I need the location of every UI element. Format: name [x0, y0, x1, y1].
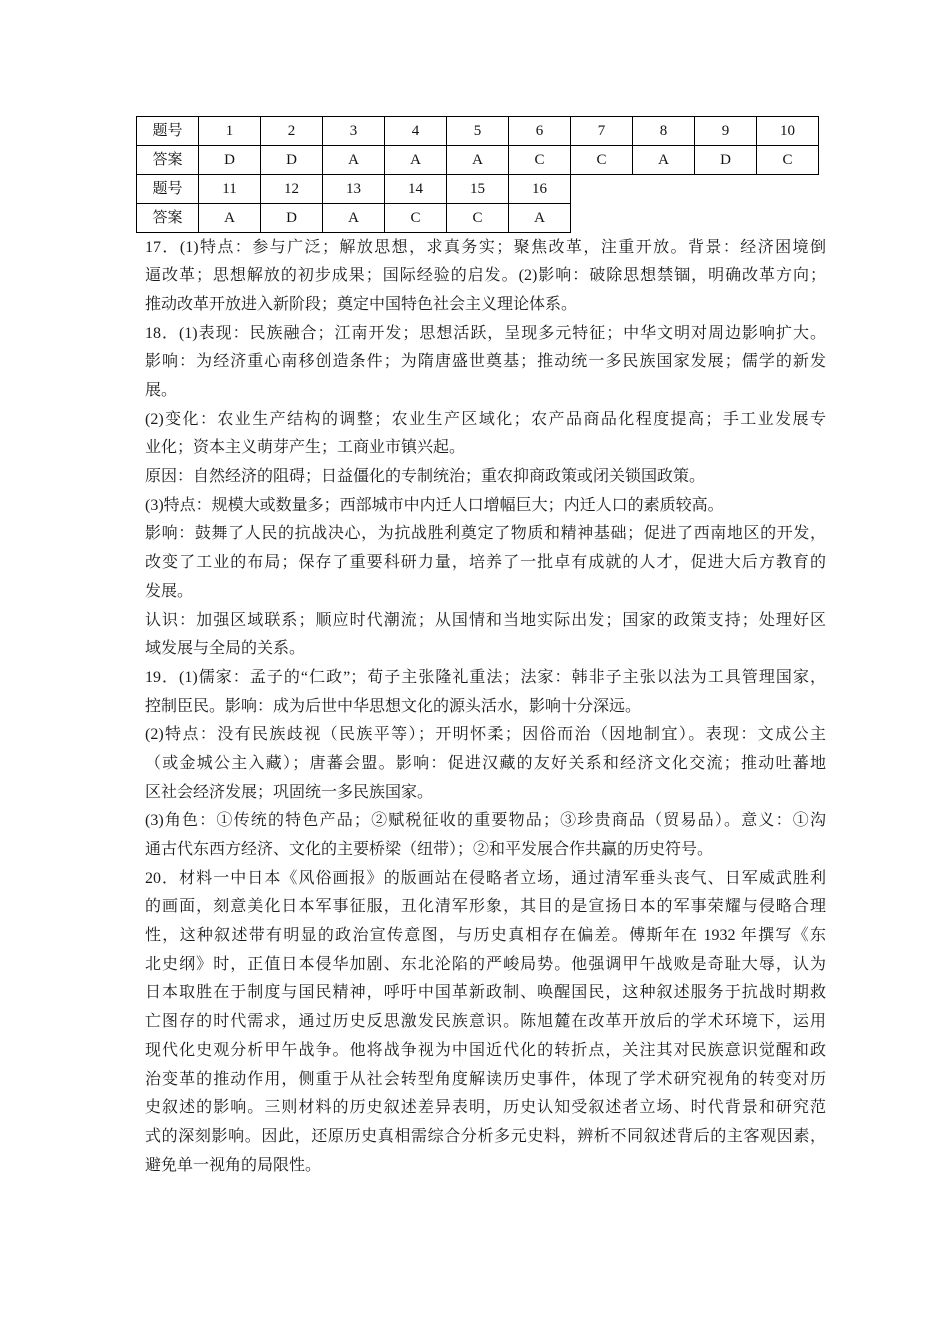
answer-cell: A [509, 204, 571, 233]
answer-cell: A [323, 204, 385, 233]
answer-line: 19．(1)儒家：孟子的“仁政”；荀子主张隆礼重法；法家：韩非子主张以法为工具管理国家， [145, 668, 826, 686]
answer-cell: A [447, 146, 509, 175]
answer-cell: A [633, 146, 695, 175]
answer-key-table [136, 116, 819, 233]
answer-18-1 [145, 320, 826, 406]
answer-line: 控制臣民。影响：成为后世中华思想文化的源头活水，影响十分深远。 [145, 697, 642, 715]
question-number-row [137, 117, 819, 146]
row-label: 题号 [137, 175, 199, 204]
answer-line: 现代化史观分析甲午战争。他将战争视为中国近代化的转折点，关注其对民族意识觉醒和政 [145, 1041, 826, 1059]
answer-line: 展。 [145, 382, 178, 400]
answer-18-2-reason [145, 463, 826, 492]
answer-text [145, 234, 826, 1181]
answer-line: 通古代东西方经济、文化的主要桥梁（纽带）；②和平发展合作共赢的历史符号。 [145, 841, 714, 859]
row-label: 题号 [137, 117, 199, 146]
answer-row [137, 146, 819, 175]
question-number-cell: 16 [509, 175, 571, 204]
answer-line: 区社会经济发展；巩固统一多民族国家。 [145, 783, 434, 801]
answer-cell: C [447, 204, 509, 233]
answer-17 [145, 234, 826, 320]
answer-18-3-insight [145, 607, 826, 664]
answer-cell: A [323, 146, 385, 175]
question-number-cell: 3 [323, 117, 385, 146]
question-number-cell: 11 [199, 175, 261, 204]
question-number-cell: 7 [571, 117, 633, 146]
answer-cell: C [571, 146, 633, 175]
answer-line: 推动改革开放进入新阶段；奠定中国特色社会主义理论体系。 [145, 295, 578, 313]
answer-line: 日本取胜在于制度与国民精神，呼吁中国革新政制、唤醒国民，这种叙述服务于抗战时期救 [145, 984, 826, 1002]
answer-line: 认识：加强区域联系；顺应时代潮流；从国情和当地实际出发；国家的政策支持；处理好区 [145, 611, 826, 629]
question-number-cell: 5 [447, 117, 509, 146]
answer-line: 改变了工业的布局；保存了重要科研力量，培养了一批卓有成就的人才，促进大后方教育的 [145, 554, 826, 572]
answer-line: 性，这种叙述带有明显的政治宣传意图，与历史真相存在偏差。傅斯年在 1932 年撰写《东 [145, 927, 826, 945]
question-number-cell: 13 [323, 175, 385, 204]
answer-20 [145, 865, 826, 1181]
answer-line: 逼改革；思想解放的初步成果；国际经验的启发。(2)影响：破除思想禁锢，明确改革方向； [145, 267, 826, 285]
row-label: 答案 [137, 146, 199, 175]
answer-19-2 [145, 721, 826, 807]
question-number-cell: 8 [633, 117, 695, 146]
answer-cell: A [199, 204, 261, 233]
answer-18-3 [145, 492, 826, 521]
answer-line: 式的深刻影响。因此，还原历史真相需综合分析多元史料，辨析不同叙述背后的主客观因素， [145, 1127, 826, 1145]
question-number-cell: 14 [385, 175, 447, 204]
question-number-cell: 1 [199, 117, 261, 146]
answer-19-1 [145, 664, 826, 721]
answer-line: 史叙述的影响。三则材料的历史叙述差异表明，历史认知受叙述者立场、时代背景和研究范 [145, 1099, 826, 1117]
answer-line: (2)特点：没有民族歧视（民族平等）；开明怀柔；因俗而治（因地制宜）。表现：文成公主 [145, 726, 826, 744]
answer-cell: D [199, 146, 261, 175]
answer-cell: D [695, 146, 757, 175]
question-number-cell: 2 [261, 117, 323, 146]
question-number-cell: 10 [757, 117, 819, 146]
answer-cell: C [509, 146, 571, 175]
question-number-cell: 12 [261, 175, 323, 204]
answer-line: 北史纲》时，正值日本侵华加剧、东北沦陷的严峻局势。他强调甲午战败是奇耻大辱，认为 [145, 955, 826, 973]
answer-line: 原因：自然经济的阻碍；日益僵化的专制统治；重农抑商政策或闭关锁国政策。 [145, 468, 706, 486]
answer-18-3-impact [145, 520, 826, 606]
question-number-cell: 4 [385, 117, 447, 146]
answer-cell: D [261, 204, 323, 233]
answer-19-3 [145, 807, 826, 864]
answer-line: (3)特点：规模大或数量多；西部城市中内迁人口增幅巨大；内迁人口的素质较高。 [145, 496, 724, 514]
answer-line: 域发展与全局的关系。 [145, 640, 306, 658]
answer-cell: C [757, 146, 819, 175]
answer-cell: A [385, 146, 447, 175]
answer-18-2 [145, 406, 826, 463]
answer-cell: C [385, 204, 447, 233]
question-number-cell: 15 [447, 175, 509, 204]
answer-row [137, 204, 819, 233]
answer-line: 业化；资本主义萌芽产生；工商业市镇兴起。 [145, 439, 466, 457]
answer-cell: D [261, 146, 323, 175]
answer-line: (2)变化：农业生产结构的调整；农业生产区域化；农产品商品化程度提高；手工业发展专 [145, 410, 826, 428]
answer-line: （或金城公主入藏）；唐蕃会盟。影响：促进汉藏的友好关系和经济文化交流；推动吐蕃地 [145, 754, 826, 772]
answer-line: 18．(1)表现：民族融合；江南开发；思想活跃，呈现多元特征；中华文明对周边影响扩大。 [145, 324, 826, 342]
question-number-cell: 6 [509, 117, 571, 146]
answer-line: 发展。 [145, 582, 194, 600]
question-number-row [137, 175, 819, 204]
answer-line: 20．材料一中日本《风俗画报》的版画站在侵略者立场，通过清军垂头丧气、日军威武胜利 [145, 869, 826, 887]
answer-line: 17．(1)特点：参与广泛；解放思想，求真务实；聚焦改革，注重开放。背景：经济困境倒 [145, 238, 826, 256]
question-number-cell: 9 [695, 117, 757, 146]
answer-line: 亡图存的时代需求，通过历史反思激发民族意识。陈旭麓在改革开放后的学术环境下，运用 [145, 1013, 826, 1031]
answer-line: 影响：鼓舞了人民的抗战决心，为抗战胜利奠定了物质和精神基础；促进了西南地区的开发， [145, 525, 826, 543]
answer-line: 治变革的推动作用，侧重于从社会转型角度解读历史事件，体现了学术研究视角的转变对历 [145, 1070, 826, 1088]
answer-line: 的画面，刻意美化日本军事征服，丑化清军形象，其目的是宣扬日本的军事荣耀与侵略合理 [145, 898, 826, 916]
row-label: 答案 [137, 204, 199, 233]
answer-line: (3)角色：①传统的特色产品；②赋税征收的重要物品；③珍贵商品（贸易品）。意义：①沟 [145, 812, 826, 830]
answer-line: 影响：为经济重心南移创造条件；为隋唐盛世奠基；推动统一多民族国家发展；儒学的新发 [145, 353, 826, 371]
answer-line: 避免单一视角的局限性。 [145, 1156, 322, 1174]
